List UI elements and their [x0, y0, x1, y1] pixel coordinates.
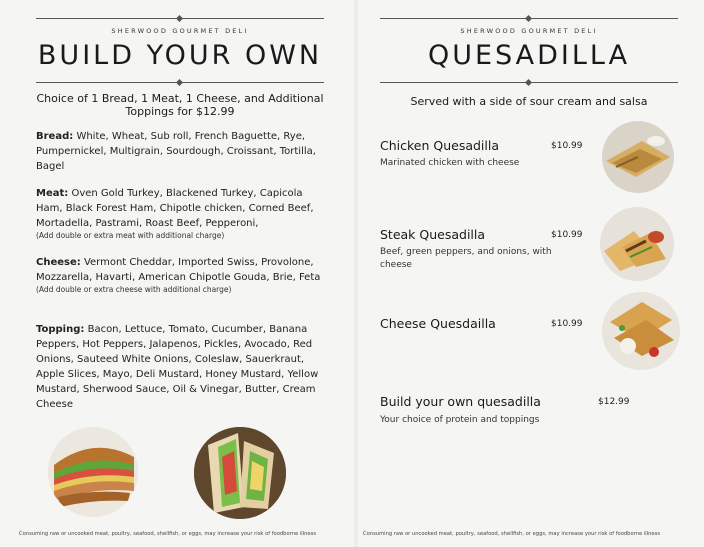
meat-label: Meat:	[36, 188, 69, 199]
menu-item-name: Chicken Quesadilla	[380, 138, 500, 153]
menu-item-price: $10.99	[551, 141, 583, 151]
build-subtitle: Choice of 1 Bread, 1 Meat, 1 Cheese, and Additional Toppings for $12.99	[36, 92, 324, 118]
quesadilla-subtitle: Served with a side of sour cream and salsa	[410, 95, 648, 108]
cheese-note: (Add double or extra cheese with additional charge)	[36, 285, 232, 294]
menu-item-description: Marinated chicken with cheese	[380, 158, 520, 168]
page-title: BUILD YOUR OWN	[37, 40, 323, 71]
deli-name: SHERWOOD GOURMET DELI	[460, 27, 598, 35]
bread-section	[36, 129, 326, 174]
menu-item-name: Build your own quesadilla	[380, 394, 541, 409]
bread-label: Bread:	[36, 131, 74, 142]
menu-item-name: Steak Quesadilla	[380, 227, 486, 242]
top-divider	[36, 18, 324, 19]
menu-item-name: Cheese Quesdailla	[380, 316, 496, 331]
steak-quesadilla-photo	[600, 207, 674, 281]
top-divider	[380, 18, 678, 19]
title-divider	[380, 82, 678, 83]
chicken-quesadilla-photo	[602, 121, 674, 193]
deli-name: SHERWOOD GOURMET DELI	[111, 27, 249, 35]
meat-section	[36, 186, 326, 241]
cheese-quesadilla-photo	[602, 292, 680, 370]
topping-label: Topping:	[36, 324, 85, 335]
cheese-label: Cheese:	[36, 257, 81, 268]
right-menu-panel	[358, 0, 704, 547]
topping-section	[36, 322, 326, 412]
meat-options: Oven Gold Turkey, Blackened Turkey, Capicola Ham, Black Forest Ham, Chipotle chicken, Corned Beef, Mortadella, Pastrami, Roast Beef, Pepperoni,	[36, 188, 314, 229]
triangle-sandwich-photo	[194, 427, 286, 519]
food-safety-notice: Consuming raw or uncooked meat, poultry, seafood, shellfish, or eggs, may increase your risk of foodborne illness	[363, 531, 661, 537]
menu-item-price: $10.99	[551, 319, 583, 329]
menu-item-price: $10.99	[551, 230, 583, 240]
meat-note: (Add double or extra meat with additional charge)	[36, 231, 225, 240]
title-divider	[36, 82, 324, 83]
bread-options: White, Wheat, Sub roll, French Baguette, Rye, Pumpernickel, Multigrain, Sourdough, Croissant, Tortilla, Bagel	[36, 131, 316, 172]
cheese-options: Vermont Cheddar, Imported Swiss, Provolone, Mozzarella, Havarti, American Chipotle Gouda, Brie, Feta	[36, 257, 321, 283]
menu-item-description: Beef, green peppers, and onions, with cheese	[380, 247, 552, 270]
page-title: QUESADILLA	[427, 40, 631, 71]
cheese-section	[36, 255, 326, 295]
sub-sandwich-photo	[48, 427, 138, 517]
menu-item-description: Your choice of protein and toppings	[380, 415, 540, 425]
topping-options: Bacon, Lettuce, Tomato, Cucumber, Banana Peppers, Hot Peppers, Jalapenos, Pickles, Avocado, Red Onions, Sauteed White Onions, Coleslaw, Sauerkraut, Apple Slices, Mayo, Deli Mustard, Honey Mustard, Yellow Mustard, Sherwood Sauce, Oil & Vinegar, Butter, Cream Cheese	[36, 324, 319, 410]
menu-item-price: $12.99	[598, 397, 630, 407]
food-safety-notice: Consuming raw or uncooked meat, poultry, seafood, shellfish, or eggs, may increase your risk of foodborne illness	[19, 531, 317, 537]
